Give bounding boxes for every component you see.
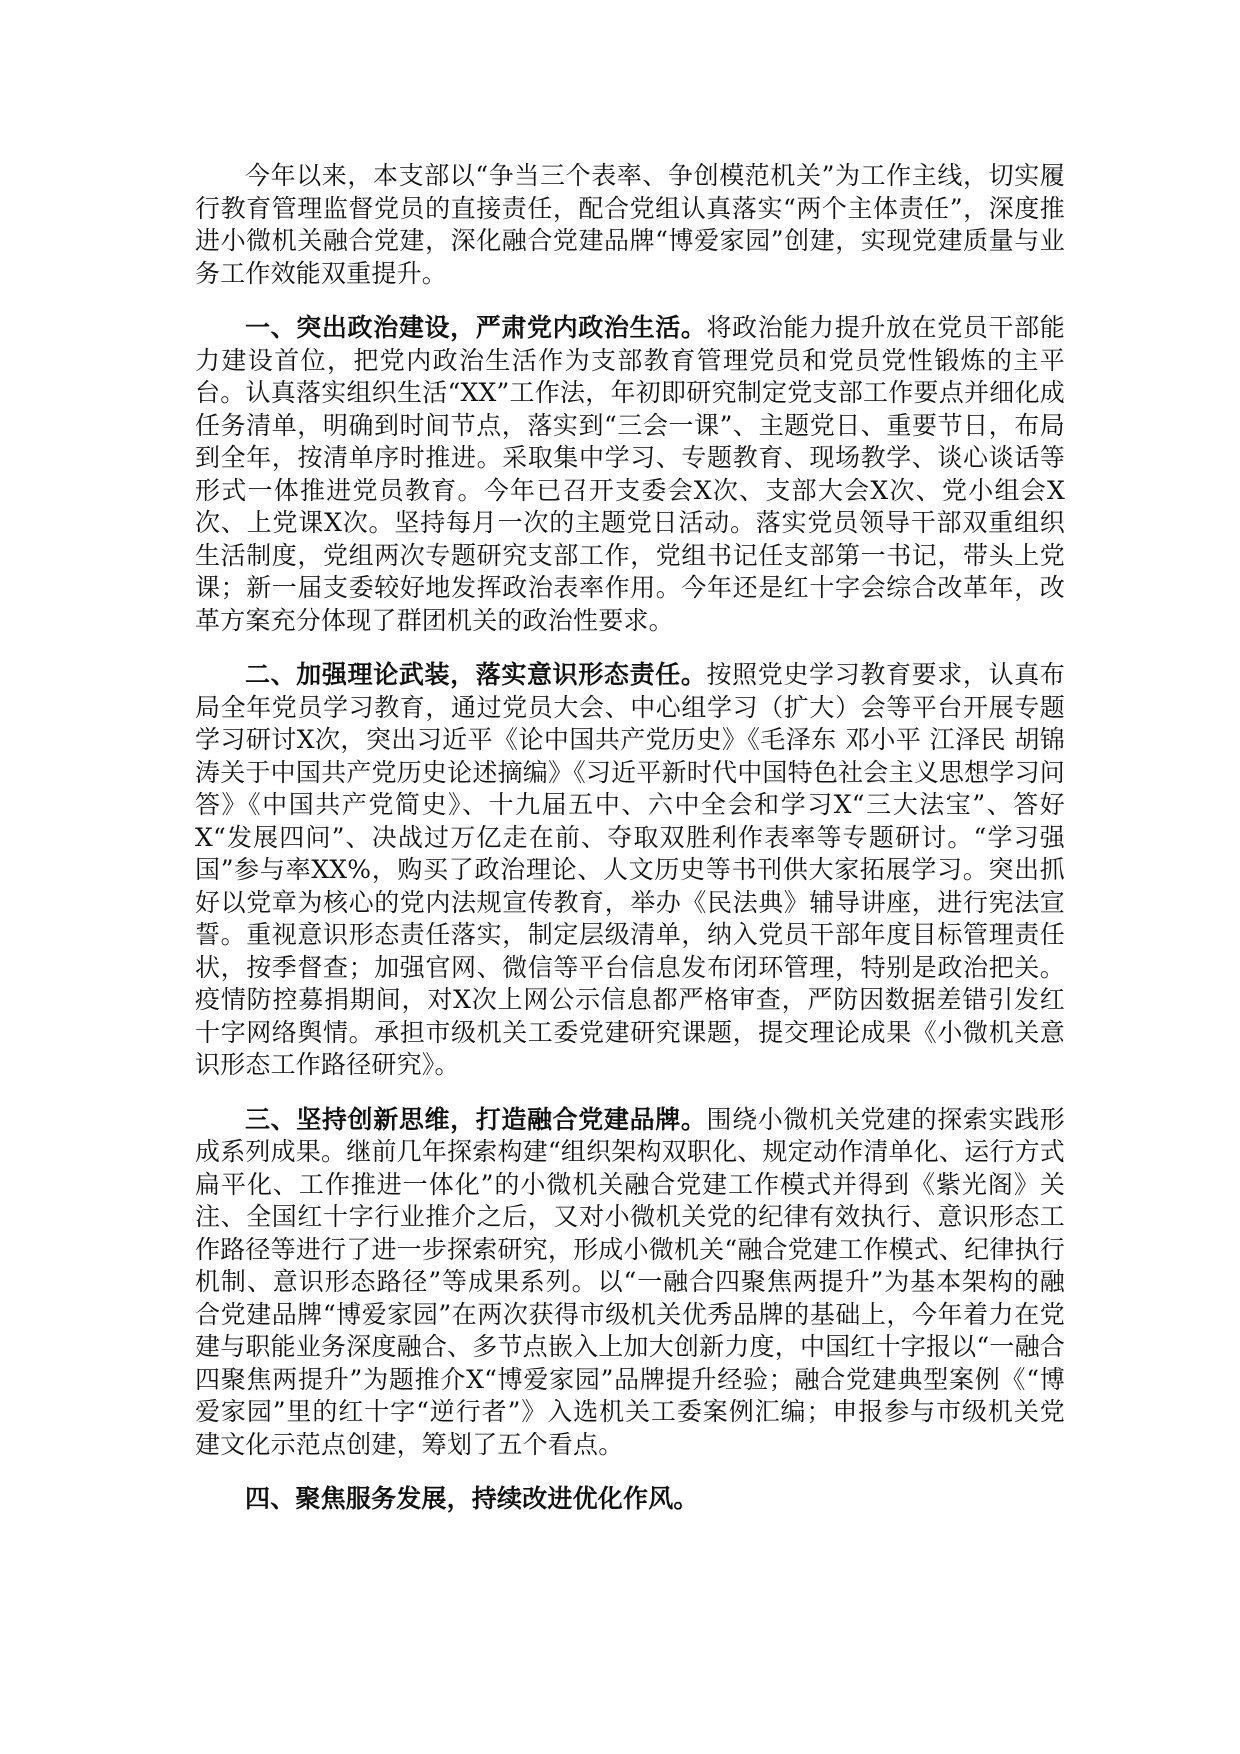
section-4-heading: 四、聚焦服务发展，持续改进优化作风。	[245, 1484, 699, 1513]
section-1-body: 将政治能力提升放在党员干部能力建设首位，把党内政治生活作为支部教育管理党员和党员党性锻炼的主平台。认真落实组织生活“XX”工作法，年初即研究制定党支部工作要点并细化成任务清单，明确到时间节点，落实到“三会一课”、主题党日、重要节日，布局到全年，按清单序时推进。采取集中学习、专题教育、现场教学、谈心谈话等形式一体推进党员教育。今年已召开支委会X次、支部大会X次、党小组会X次、上党课X次。坚持每月一次的主题党日活动。落实党员领导干部双重组织生活制度，党组两次专题研究支部工作，党组书记任支部第一书记，带头上党课；新一届支委较好地发挥政治表率作用。今年还是红十字会综合改革年，改革方案充分体现了群团机关的政治性要求。	[195, 313, 1065, 635]
section-1-heading: 一、突出政治建设，严肃党内政治生活。	[245, 313, 707, 342]
section-3-paragraph	[195, 1104, 1065, 1462]
document-page	[195, 160, 1065, 1526]
section-4-paragraph	[195, 1483, 1065, 1516]
section-2-body: 按照党史学习教育要求，认真布局全年党员学习教育，通过党员大会、中心组学习（扩大）会等平台开展专题学习研讨X次，突出习近平《论中国共产党历史》《毛泽东 邓小平 江泽民 胡锦涛关于中国共产党历史论述摘编》《习近平新时代中国特色社会主义思想学习问答》《中国共产党简史》、十九届五中、六中全会和学习X“三大法宝”、答好X“发展四问”、决战过万亿走在前、夺取双胜利作表率等专题研讨。“学习强国”参与率XX%，购买了政治理论、人文历史等书刊供大家拓展学习。突出抓好以党章为核心的党内法规宣传教育，举办《民法典》辅导讲座，进行宪法宣誓。重视意识形态责任落实，制定层级清单，纳入党员干部年度目标管理责任状，按季督查；加强官网、微信等平台信息发布闭环管理，特别是政治把关。疫情防控募捐期间，对X次上网公示信息都严格审查，严防因数据差错引发红十字网络舆情。承担市级机关工委党建研究课题，提交理论成果《小微机关意识形态工作路径研究》。	[195, 660, 1065, 1079]
intro-paragraph: 今年以来，本支部以“争当三个表率、争创模范机关”为工作主线，切实履行教育管理监督党员的直接责任，配合党组认真落实“两个主体责任”，深度推进小微机关融合党建，深化融合党建品牌“博爱家园”创建，实现党建质量与业务工作效能双重提升。	[195, 161, 1065, 288]
section-1-paragraph	[195, 312, 1065, 637]
section-3-body: 围绕小微机关党建的探索实践形成系列成果。继前几年探索构建“组织架构双职化、规定动作清单化、运行方式扁平化、工作推进一体化”的小微机关融合党建工作模式并得到《紫光阁》关注、全国红十字行业推介之后，又对小微机关党的纪律有效执行、意识形态工作路径等进行了进一步探索研究，形成小微机关“融合党建工作模式、纪律执行机制、意识形态路径”等成果系列。以“一融合四聚焦两提升”为基本架构的融合党建品牌“博爱家园”在两次获得市级机关优秀品牌的基础上，今年着力在党建与职能业务深度融合、多节点嵌入上加大创新力度，中国红十字报以“一融合四聚焦两提升”为题推介X“博爱家园”品牌提升经验；融合党建典型案例《“博爱家园”里的红十字“逆行者”》入选机关工委案例汇编；申报参与市级机关党建文化示范点创建，筹划了五个看点。	[195, 1104, 1065, 1459]
section-2-heading: 二、加强理论武装，落实意识形态责任。	[245, 660, 707, 689]
section-3-heading: 三、坚持创新思维，打造融合党建品牌。	[245, 1104, 707, 1134]
section-2-paragraph	[195, 659, 1065, 1082]
